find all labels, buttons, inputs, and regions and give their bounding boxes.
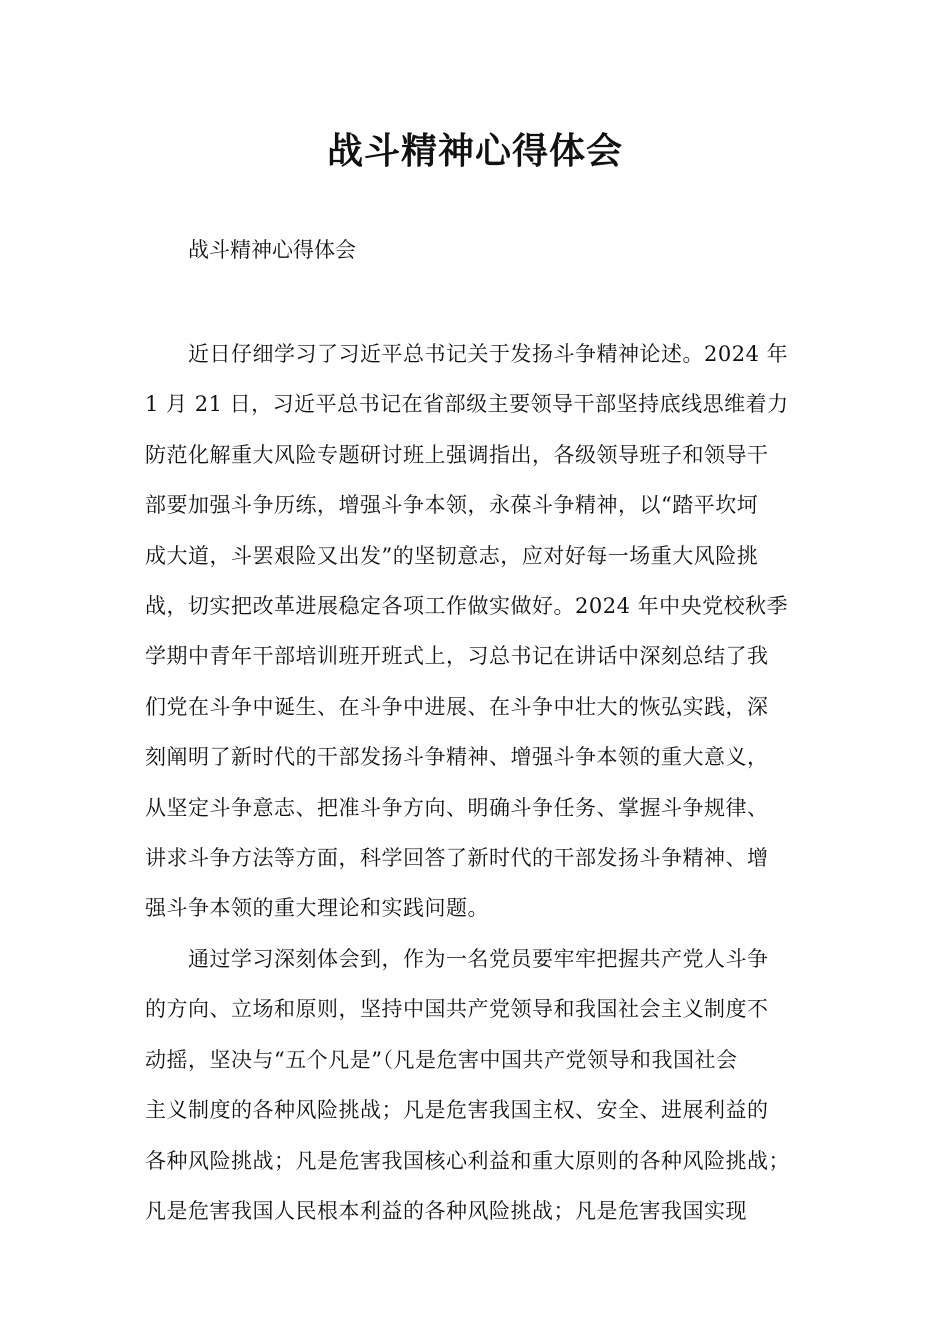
paragraph-1: [145, 329, 805, 934]
document-title: 战斗精神心得体会: [326, 131, 623, 172]
paragraph-line: 防范化解重大风险专题研讨班上强调指出，各级领导班子和领导干: [145, 442, 769, 467]
paragraph-2: [145, 934, 805, 1236]
paragraph-line: 成大道，斗罢艰险又出发”的坚韧意志，应对好每一场重大风险挑: [145, 543, 759, 568]
paragraph-line: 主义制度的各种风险挑战；凡是危害我国主权、安全、进展利益的: [145, 1098, 769, 1123]
paragraph-line: 各种风险挑战；凡是危害我国核心利益和重大原则的各种风险挑战；: [145, 1148, 790, 1173]
paragraph-line: 从坚定斗争意志、把准斗争方向、明确斗争任务、掌握斗争规律、: [145, 795, 769, 820]
paragraph-line: 强斗争本领的重大理论和实践问题。: [145, 896, 489, 921]
paragraph-line: 动摇，坚决与“五个凡是”（凡是危害中国共产党领导和我国社会: [145, 1047, 738, 1072]
paragraph-line: 刻阐明了新时代的干部发扬斗争精神、增强斗争本领的重大意义，: [145, 745, 769, 770]
paragraph-line: 部要加强斗争历练，增强斗争本领，永葆斗争精神，以“踏平坎坷: [145, 493, 759, 518]
paragraph-line: 1 月 21 日，习近平总书记在省部级主要领导干部坚持底线思维着力: [145, 392, 789, 417]
paragraph-line: 近日仔细学习了习近平总书记关于发扬斗争精神论述。2024 年: [188, 342, 789, 366]
paragraph-line: 讲求斗争方法等方面，科学回答了新时代的干部发扬斗争精神、增: [145, 845, 769, 870]
paragraph-line: 的方向、立场和原则，坚持中国共产党领导和我国社会主义制度不: [145, 997, 769, 1022]
paragraph-line: 战，切实把改革进展稳定各项工作做实做好。2024 年中央党校秋季: [145, 593, 789, 618]
paragraph-line: 通过学习深刻体会到，作为一名党员要牢牢把握共产党人斗争: [188, 947, 769, 971]
paragraph-line: 学期中青年干部培训班开班式上，习总书记在讲话中深刻总结了我: [145, 644, 769, 669]
paragraph-line: 凡是危害我国人民根本利益的各种风险挑战；凡是危害我国实现: [145, 1198, 747, 1223]
paragraph-line: 们党在斗争中诞生、在斗争中进展、在斗争中壮大的恢弘实践，深: [145, 694, 769, 719]
document-subtitle: 战斗精神心得体会: [188, 238, 356, 262]
